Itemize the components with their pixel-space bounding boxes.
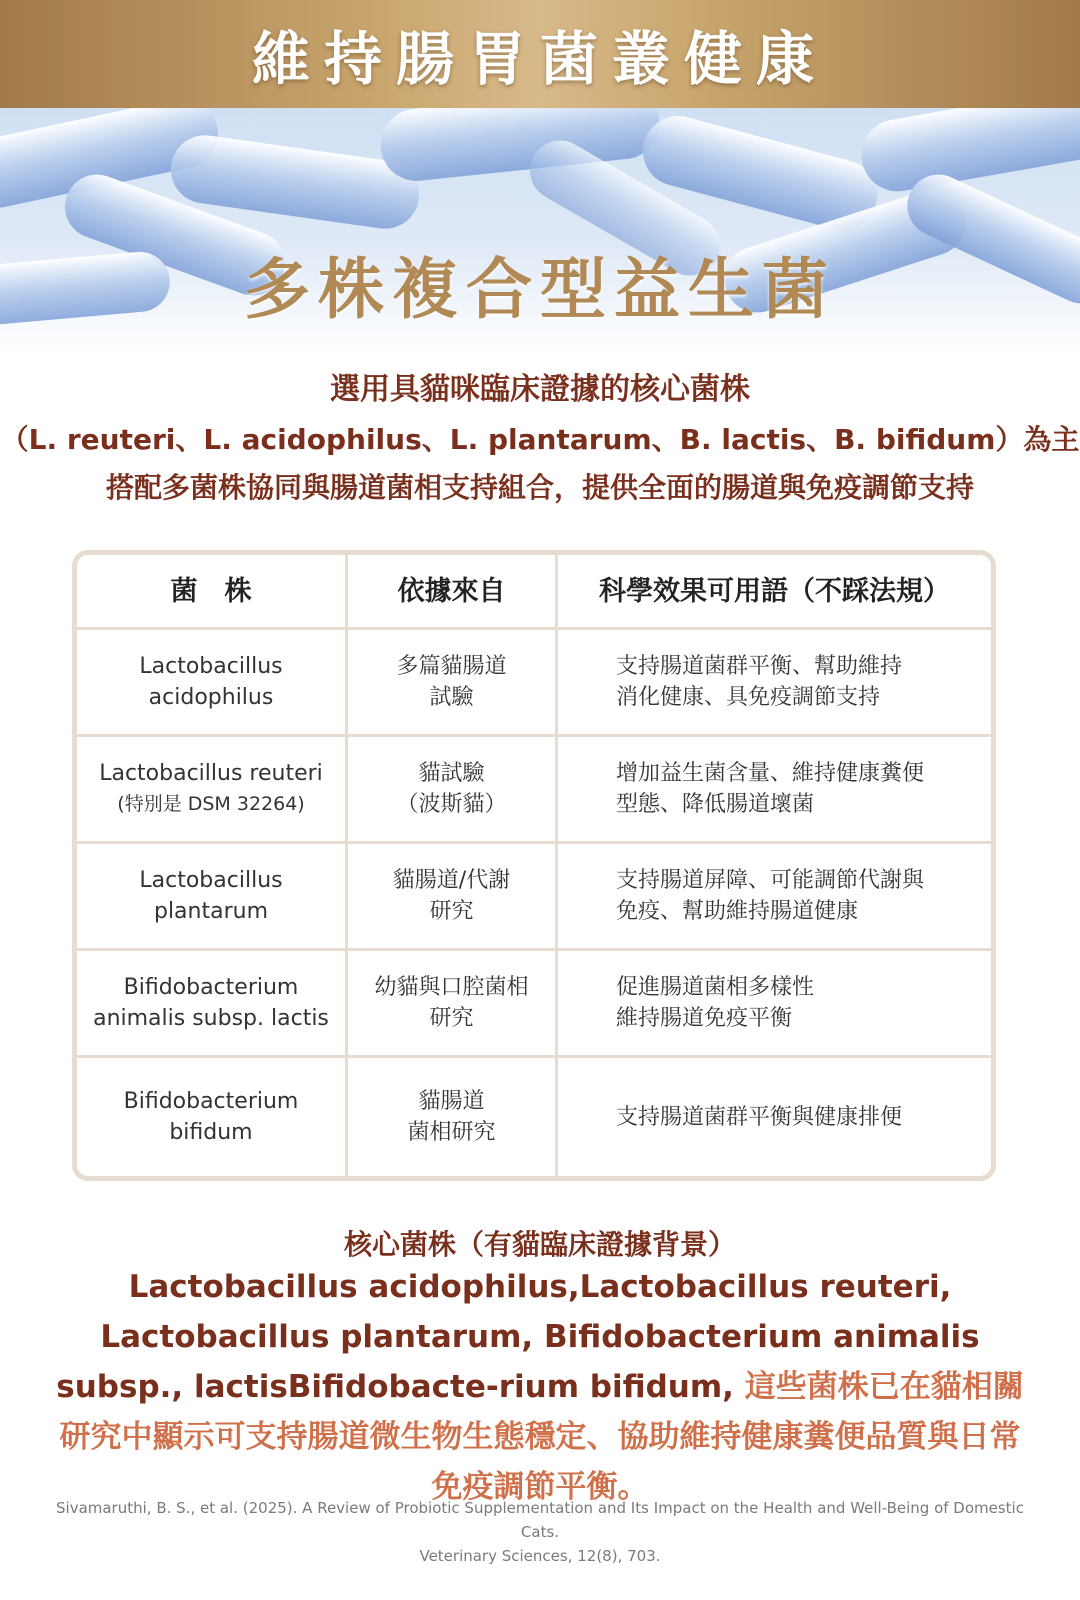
- effect-cell: 促進腸道菌相多樣性 維持腸道免疫平衡: [555, 951, 991, 1055]
- core-strains-title: 核心菌株（有貓臨床證據背景）: [343, 1228, 736, 1261]
- core-strains-body: [50, 1262, 1030, 1512]
- strain-cell: Bifidobacterium bifidum: [123, 1089, 299, 1145]
- effect-cell: 支持腸道菌群平衡與健康排便: [555, 1058, 991, 1176]
- strain-cell: Lactobacillus plantarum: [139, 868, 283, 924]
- effect-cell: 支持腸道屏障、可能調節代謝與 免疫、幫助維持腸道健康: [555, 844, 991, 948]
- strain-name: Lactobacillus reuteri: [99, 761, 323, 786]
- table-row: [77, 737, 991, 841]
- source-cell: 多篇貓腸道 試驗: [345, 630, 555, 734]
- intro-support-line: 搭配多菌株協同與腸道菌相支持組合，提供全面的腸道與免疫調節支持: [105, 471, 974, 504]
- table-row: [77, 1058, 991, 1176]
- strain-cell: Lactobacillus acidophilus: [139, 654, 283, 710]
- table-header-row: [77, 555, 991, 627]
- source-cell: 貓腸道 菌相研究: [345, 1058, 555, 1176]
- citation: [40, 1496, 1040, 1568]
- banner-title: 維持腸胃菌叢健康: [251, 25, 828, 93]
- strain-note: (特別是 DSM 32264): [117, 793, 305, 815]
- intro-strains-line: （L. reuteri、L. acidophilus、L. plantarum、B. lactis、B. bifidum）為主: [0, 423, 1080, 456]
- source-cell: 幼貓與口腔菌相 研究: [345, 951, 555, 1055]
- source-cell: 貓腸道/代謝 研究: [345, 844, 555, 948]
- strain-table: [72, 550, 996, 1181]
- table-row: [77, 844, 991, 948]
- header-source: 依據來自: [345, 555, 555, 627]
- strain-cell: Bifidobacterium animalis subsp. lactis: [93, 975, 329, 1031]
- effect-cell: 支持腸道菌群平衡、幫助維持 消化健康、具免疫調節支持: [555, 630, 991, 734]
- bacteria-hero: [0, 108, 1080, 353]
- citation-line-1: Sivamaruthi, B. S., et al. (2025). A Review of Probiotic Supplementation and Its Impact on the Health and Well-Being of Domestic Cats.: [56, 1499, 1024, 1541]
- effect-cell: 增加益生菌含量、維持健康糞便 型態、降低腸道壞菌: [555, 737, 991, 841]
- intro-headline: 選用具貓咪臨床證據的核心菌株: [330, 372, 750, 407]
- core-claim-text: 這些菌株已在貓相關研究中顯示可支持腸道微生物生態穩定、協助維持健康糞便品質與日常免疫調節平衡。: [59, 1369, 1024, 1505]
- top-banner: [0, 0, 1080, 108]
- header-strain: 菌 株: [170, 575, 252, 607]
- source-cell: 貓試驗 （波斯貓）: [345, 737, 555, 841]
- product-title: 多株複合型益生菌: [244, 251, 836, 328]
- core-strains-list: Lactobacillus acidophilus,Lactobacillus reuteri, Lactobacillus plantarum, Bifidobacterium animalis subsp., lactisBifidobacte-rium bifidum,: [56, 1269, 980, 1405]
- table-row: [77, 630, 991, 734]
- strain-cell: [77, 737, 345, 841]
- citation-line-2: Veterinary Sciences, 12(8), 703.: [419, 1547, 661, 1565]
- header-effect: 科學效果可用語（不踩法規）: [555, 555, 991, 627]
- table-row: [77, 951, 991, 1055]
